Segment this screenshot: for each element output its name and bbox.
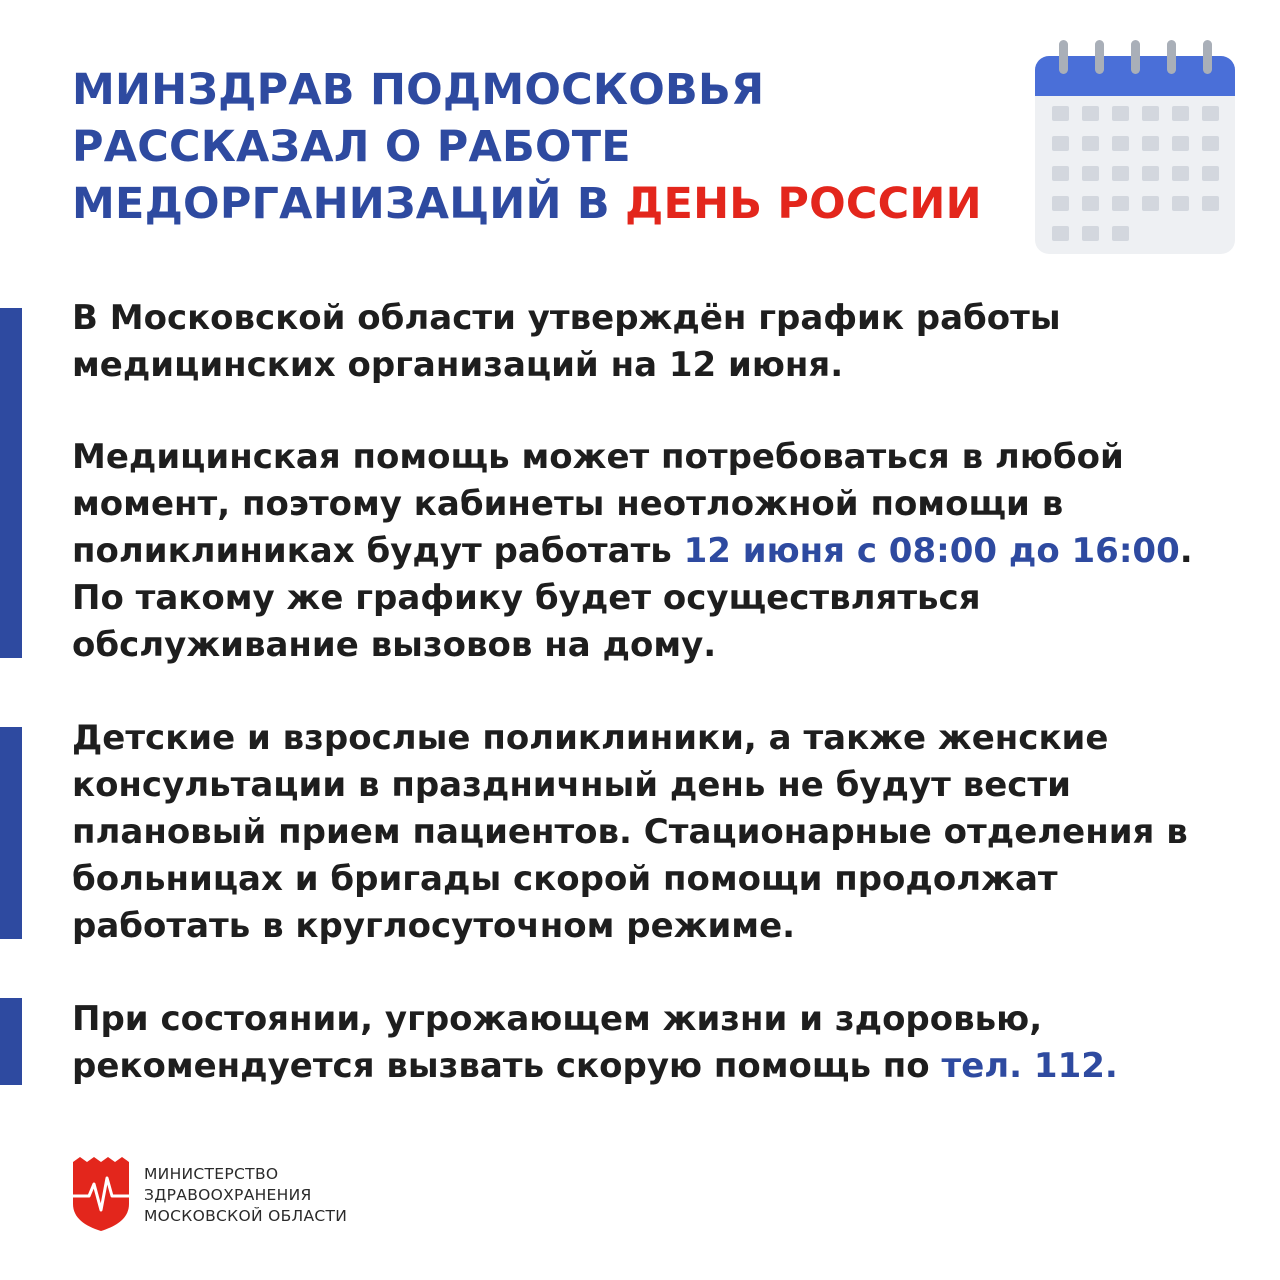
title-line-1: МИНЗДРАВ ПОДМОСКОВЬЯ	[72, 65, 765, 115]
title-line-3: МЕДОРГАНИЗАЦИЙ В	[72, 179, 625, 229]
paragraph-text: При состоянии, угрожающем жизни и здоровью, рекомендуется вызвать скорую помощь по	[72, 999, 1043, 1086]
ministry-name-line: МОСКОВСКОЙ ОБЛАСТИ	[144, 1207, 348, 1225]
hours-highlight: 12 июня с 08:00 до 16:00	[683, 531, 1180, 571]
ministry-emblem-icon	[70, 1156, 132, 1232]
ministry-footer	[70, 1156, 400, 1236]
accent-bar	[0, 727, 22, 939]
paragraph-text: Детские и взрослые поликлиники, а также женские консультации в праздничный день не будут вести плановый прием пациентов. Стационарные отделения в больницах и бригады скорой помощи продолжат работать в круглосуточном режиме.	[72, 718, 1188, 946]
paragraph-text: . По такому же графику будет осуществляться обслуживание вызовов на дому.	[72, 531, 1193, 665]
schedule-paragraph	[72, 295, 1222, 389]
paragraph-text: Медицинская помощь может потребоваться в любой момент, поэтому кабинеты неотложной помощи в поликлиниках будут работать	[72, 437, 1124, 571]
page-title	[72, 62, 1012, 233]
calendar-icon	[1030, 36, 1240, 258]
ministry-name-line: МИНИСТЕРСТВО	[144, 1165, 279, 1183]
accent-bar	[0, 998, 22, 1085]
ministry-name	[144, 1164, 347, 1227]
clinics-paragraph	[72, 715, 1222, 950]
phone-highlight: тел. 112.	[941, 1046, 1118, 1086]
emergency-paragraph	[72, 996, 1222, 1090]
accent-bar	[0, 308, 22, 658]
urgent-care-paragraph	[72, 434, 1222, 669]
title-accent: ДЕНЬ РОССИИ	[625, 179, 982, 229]
title-line-2: РАССКАЗАЛ О РАБОТЕ	[72, 122, 631, 172]
ministry-name-line: ЗДРАВООХРАНЕНИЯ	[144, 1186, 312, 1204]
paragraph-text: В Московской области утверждён график работы медицинских организаций на 12 июня.	[72, 298, 1061, 385]
